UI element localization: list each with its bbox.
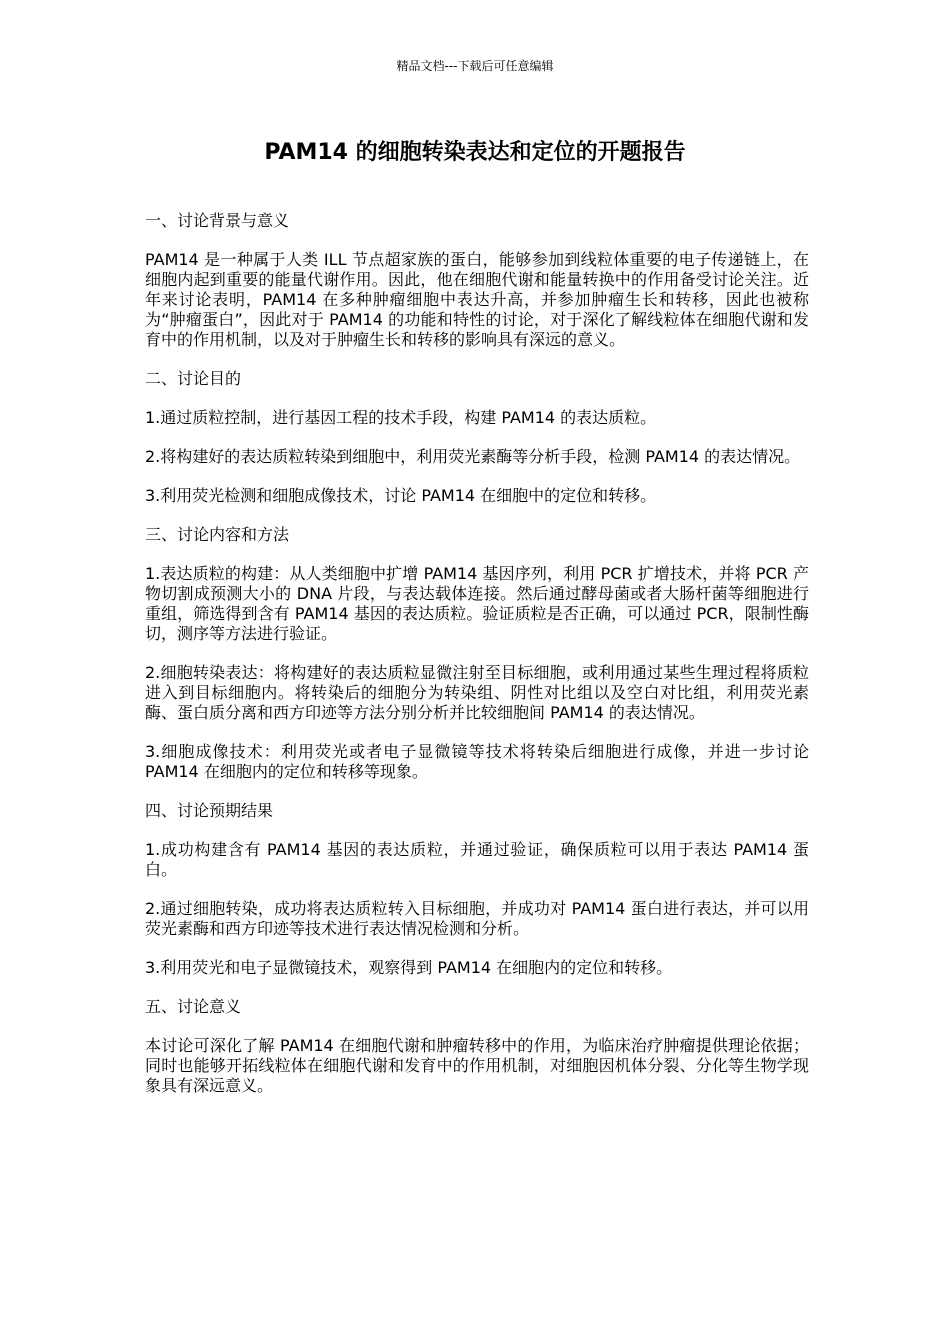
paragraph: 3.利用荧光检测和细胞成像技术，讨论 PAM14 在细胞中的定位和转移。 — [145, 486, 657, 505]
section-significance — [145, 997, 809, 1096]
paragraph: 1.通过质粒控制，进行基因工程的技术手段，构建 PAM14 的表达质粒。 — [145, 408, 657, 427]
paragraph: 2.将构建好的表达质粒转染到细胞中，利用荧光素酶等分析手段，检测 PAM14 的表达情况。 — [145, 447, 801, 466]
paragraph: 本讨论可深化了解 PAM14 在细胞代谢和肿瘤转移中的作用，为临床治疗肿瘤提供理论依据；同时也能够开拓线粒体在细胞代谢和发育中的作用机制，对细胞因机体分裂、分化等生物学现象具有深远意义。 — [145, 1036, 809, 1095]
section-heading: 一、讨论背景与意义 — [145, 211, 290, 230]
section-methods — [145, 525, 809, 782]
section-heading: 五、讨论意义 — [145, 997, 242, 1016]
section-heading: 四、讨论预期结果 — [145, 801, 274, 820]
section-expected-results — [145, 801, 809, 978]
document-title: PAM14 的细胞转染表达和定位的开题报告 — [264, 140, 686, 165]
paragraph: 3.细胞成像技术：利用荧光或者电子显微镜等技术将转染后细胞进行成像，并进一步讨论 PAM14 在细胞内的定位和转移等现象。 — [145, 742, 809, 781]
section-heading: 二、讨论目的 — [145, 369, 242, 388]
paragraph: 2.通过细胞转染，成功将表达质粒转入目标细胞，并成功对 PAM14 蛋白进行表达，并可以用荧光素酶和西方印迹等技术进行表达情况检测和分析。 — [145, 899, 809, 938]
page-header: 精品文档---下载后可任意编辑 — [396, 59, 554, 73]
section-objectives — [145, 369, 809, 506]
section-heading: 三、讨论内容和方法 — [145, 525, 290, 544]
paragraph: 3.利用荧光和电子显微镜技术，观察得到 PAM14 在细胞内的定位和转移。 — [145, 958, 673, 977]
paragraph: PAM14 是一种属于人类 ILL 节点超家族的蛋白，能够参加到线粒体重要的电子传递链上，在细胞内起到重要的能量代谢作用。因此，他在细胞代谢和能量转换中的作用备受讨论关注。近年来讨论表明，PAM14 在多种肿瘤细胞中表达升高，并参加肿瘤生长和转移，因此也被称为“肿瘤蛋白”，因此对于 PAM14 的功能和特性的讨论，对于深化了解线粒体在细胞代谢和发育中的作用机制，以及对于肿瘤生长和转移的影响具有深远的意义。 — [145, 250, 809, 349]
paragraph: 1.表达质粒的构建：从人类细胞中扩增 PAM14 基因序列，利用 PCR 扩增技术，并将 PCR 产物切割成预测大小的 DNA 片段，与表达载体连接。然后通过酵母菌或者大肠杆菌等细胞进行重组，筛选得到含有 PAM14 基因的表达质粒。验证质粒是否正确，可以通过 PCR，限制性酶切，测序等方法进行验证。 — [145, 564, 809, 643]
paragraph: 1.成功构建含有 PAM14 基因的表达质粒，并通过验证，确保质粒可以用于表达 PAM14 蛋白。 — [145, 840, 809, 879]
section-background — [145, 211, 809, 350]
document-body — [145, 211, 809, 1115]
paragraph: 2.细胞转染表达：将构建好的表达质粒显微注射至目标细胞，或利用通过某些生理过程将质粒进入到目标细胞内。将转染后的细胞分为转染组、阴性对比组以及空白对比组，利用荧光素酶、蛋白质分离和西方印迹等方法分别分析并比较细胞间 PAM14 的表达情况。 — [145, 663, 809, 722]
